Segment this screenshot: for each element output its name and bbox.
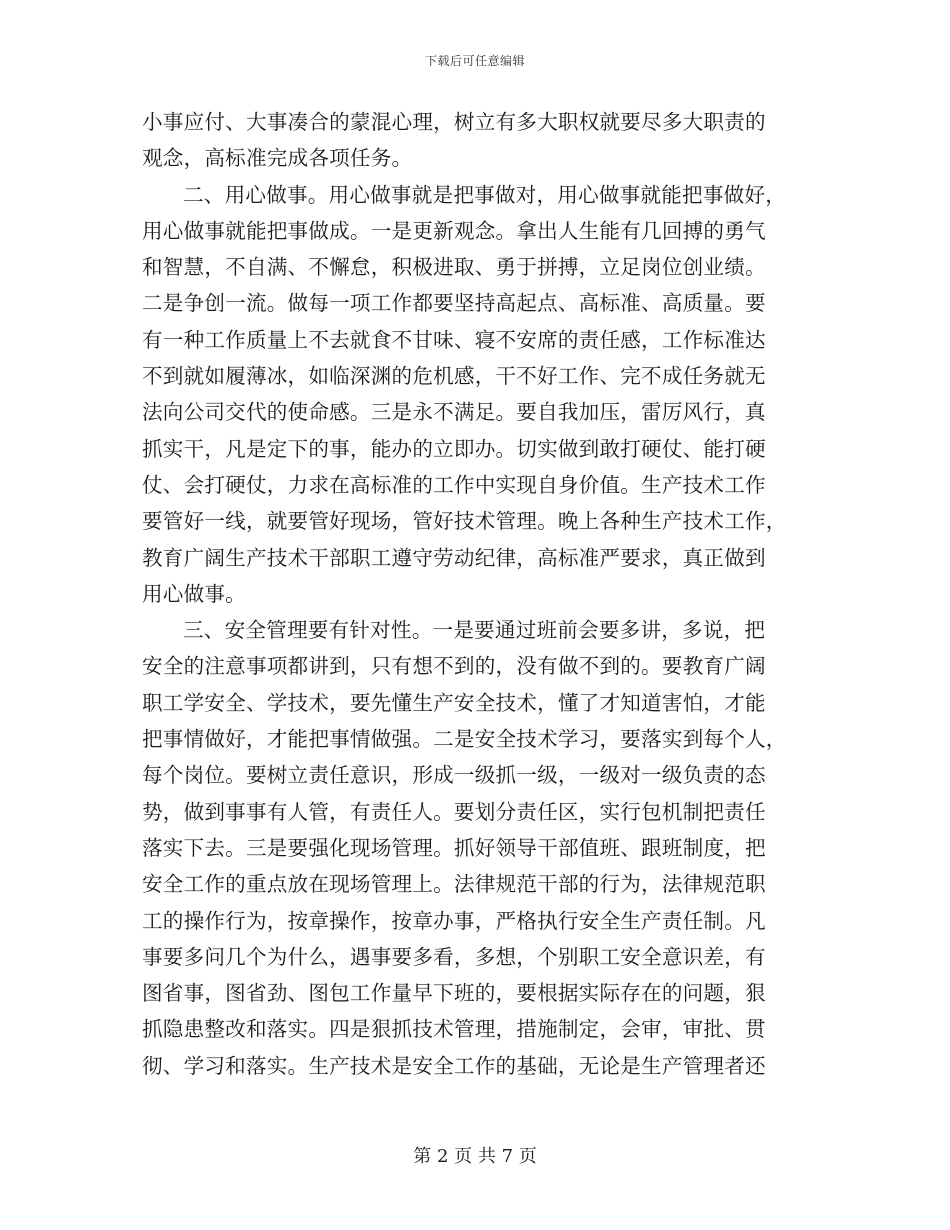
text-line: 和智慧，不自满、不懈怠，积极进取、勇于拼搏，立足岗位创业绩。 <box>142 255 766 280</box>
text-line: 二是争创一流。做每一项工作都要坚持高起点、高标准、高质量。要 <box>142 291 766 316</box>
text-line: 抓实干，凡是定下的事，能办的立即办。切实做到敢打硬仗、能打硬 <box>142 436 766 461</box>
text-line: 职工学安全、学技术，要先懂生产安全技术，懂了才知道害怕，才能 <box>142 690 766 715</box>
text-line: 工的操作行为，按章操作，按章办事，严格执行安全生产责任制。凡 <box>142 908 766 933</box>
text-line: 教育广阔生产技术干部职工遵守劳动纪律，高标准严要求，真正做到 <box>142 545 766 570</box>
text-line: 有一种工作质量上不去就食不甘味、寝不安席的责任感，工作标准达 <box>142 327 766 352</box>
text-line: 仗、会打硬仗，力求在高标准的工作中实现自身价值。生产技术工作 <box>142 472 766 497</box>
text-line: 势，做到事事有人管，有责任人。要划分责任区，实行包机制把责任 <box>142 799 766 824</box>
text-line: 要管好一线，就要管好现场，管好技术管理。晚上各种生产技术工作， <box>142 509 787 534</box>
paragraph-first-line: 二、用心做事。用心做事就是把事做对，用心做事就能把事做好， <box>183 182 787 207</box>
text-line: 不到就如履薄冰，如临深渊的危机感，干不好工作、完不成任务就无 <box>142 364 766 389</box>
text-line: 用心做事。 <box>142 581 246 606</box>
page-number-text: 第 2 页 共 7 页 <box>413 1146 537 1167</box>
page-header-note: 下载后可任意编辑 <box>424 54 525 68</box>
page-number-footer <box>0 1146 950 1168</box>
text-line: 法向公司交代的使命感。三是永不满足。要自我加压，雷厉风行，真 <box>142 400 766 425</box>
text-line: 观念，高标准完成各项任务。 <box>142 146 413 171</box>
text-line: 安全的注意事项都讲到，只有想不到的，没有做不到的。要教育广阔 <box>142 654 766 679</box>
text-line: 用心做事就能把事做成。一是更新观念。拿出人生能有几回搏的勇气 <box>142 218 766 243</box>
text-line: 图省事，图省劲、图包工作量早下班的，要根据实际存在的问题，狠 <box>142 981 766 1006</box>
text-line: 事要多问几个为什么，遇事要多看，多想，个别职工安全意识差，有 <box>142 944 766 969</box>
text-line: 每个岗位。要树立责任意识，形成一级抓一级，一级对一级负责的态 <box>142 763 766 788</box>
text-line: 安全工作的重点放在现场管理上。法律规范干部的行为，法律规范职 <box>142 872 766 897</box>
text-line: 彻、学习和落实。生产技术是安全工作的基础，无论是生产管理者还 <box>142 1053 766 1078</box>
text-line: 把事情做好，才能把事情做强。二是安全技术学习，要落实到每个人， <box>142 727 787 752</box>
paragraph-first-line: 三、安全管理要有针对性。一是要通过班前会要多讲，多说，把 <box>183 618 766 643</box>
text-line: 落实下去。三是要强化现场管理。抓好领导干部值班、跟班制度，把 <box>142 835 766 860</box>
text-line: 小事应付、大事凑合的蒙混心理，树立有多大职权就要尽多大职责的 <box>142 110 766 134</box>
document-body <box>142 104 796 1084</box>
text-line: 抓隐患整改和落实。四是狠抓技术管理，措施制定，会审，审批、贯 <box>142 1017 766 1042</box>
